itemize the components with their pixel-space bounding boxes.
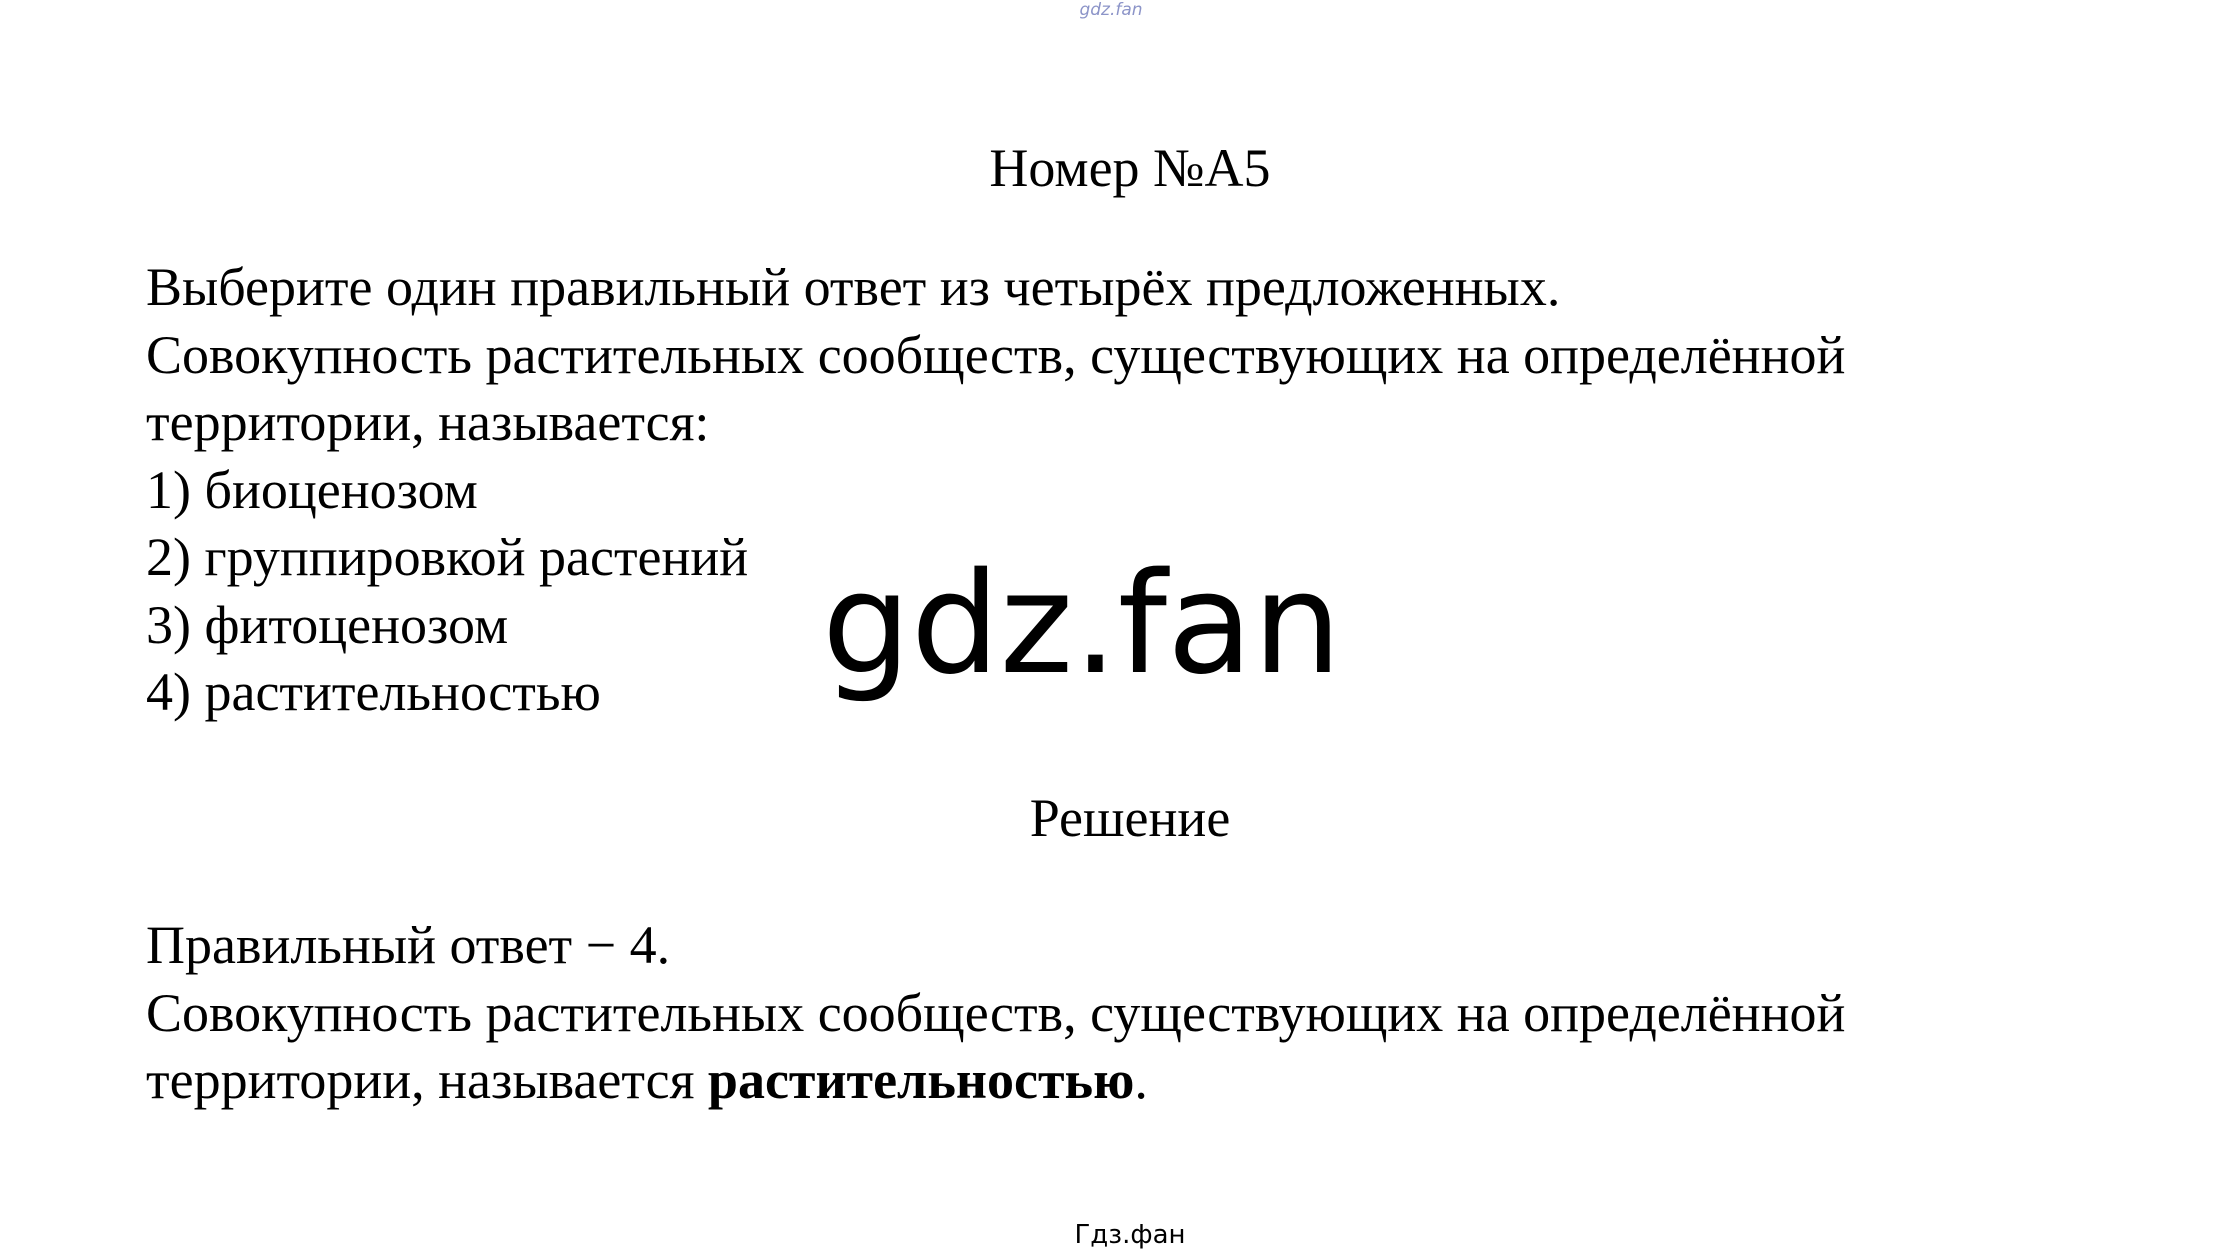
top-watermark: gdz.fan [1079,0,1143,20]
solution-block [146,912,2146,1115]
explanation-prefix: территории, называется [146,1050,708,1110]
answer-option-3: 3) фитоценозом [146,594,509,655]
solution-heading: Решение [1029,788,1231,848]
correct-answer-line: Правильный ответ − 4. [146,915,671,975]
center-watermark: gdz.fan [822,543,1342,706]
explanation-suffix: . [1134,1050,1148,1110]
answer-option-1: 1) биоценозом [146,459,478,520]
question-stem-line-2: территории, называется: [146,392,710,452]
answer-option-4: 4) растительностью [146,662,601,722]
explanation-answer-term: растительностью [707,1050,1135,1110]
answer-option-2: 2) группировкой растений [146,527,749,587]
bottom-watermark: Гдз.фан [1074,1220,1186,1250]
page-title: Номер №А5 [989,138,1271,198]
question-stem-line-1: Совокупность растительных сообществ, существующих на определённой [146,324,1846,385]
explanation-line-2 [146,1047,2146,1115]
question-instruction: Выберите один правильный ответ из четырёх предложенных. [146,257,1561,317]
explanation-line-1: Совокупность растительных сообществ, существующих на определённой [146,982,1846,1043]
